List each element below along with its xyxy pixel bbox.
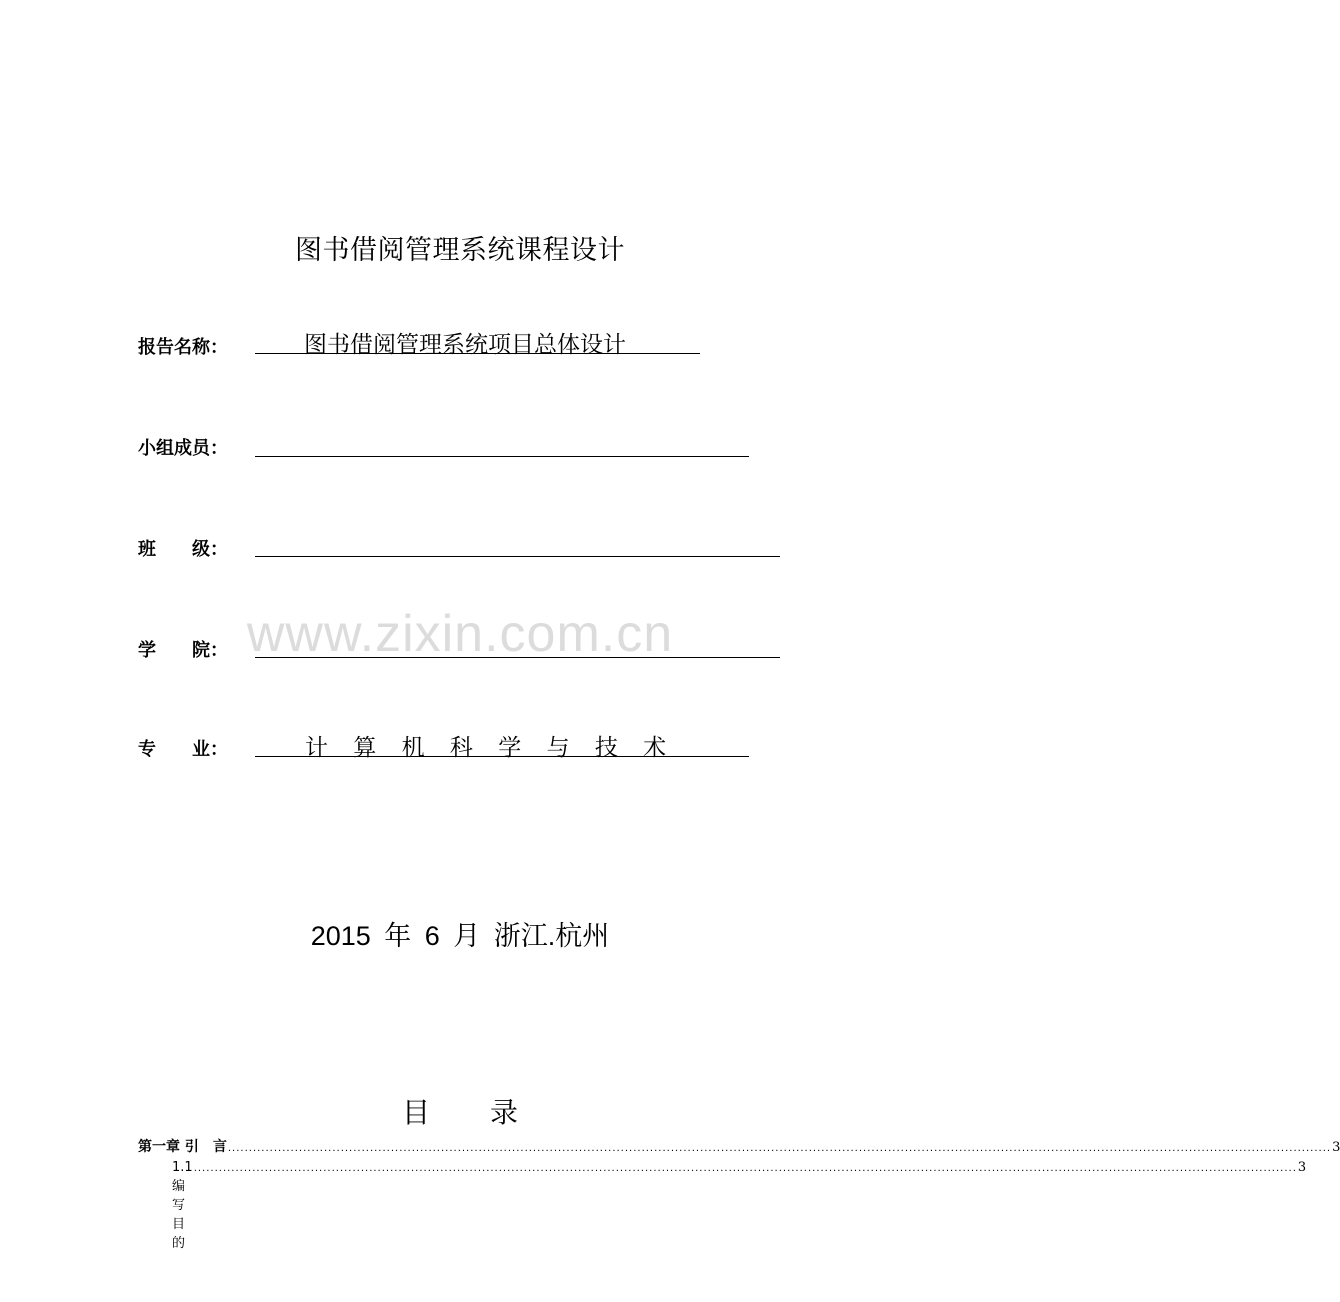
cover-title: 图书借阅管理系统课程设计 xyxy=(295,235,625,266)
toc-entry-text: 第一章 引 言 xyxy=(138,1139,227,1155)
toc-entry-page: 3 xyxy=(1297,1160,1307,1175)
major-value: 计 算 机 科 学 与 技 术 xyxy=(305,735,667,761)
toc-entry-text: 1.1 编写目的 xyxy=(172,1160,193,1251)
toc-entry-page: 3 xyxy=(1332,1140,1340,1155)
report-name-label: 报告名称： xyxy=(138,337,228,358)
team-members-label: 小组成员： xyxy=(138,438,228,459)
toc-leader-dots: ........................................................................................................................................................................................................................................................................ xyxy=(193,1163,1297,1174)
college-label: 学 院： xyxy=(138,640,228,661)
class-label: 班 级： xyxy=(138,539,228,560)
toc-entry[interactable] xyxy=(138,1136,1340,1156)
watermark: www.zixin.com.cn xyxy=(246,605,674,663)
date-place: 2015 年 6 月 浙江.杭州 xyxy=(310,921,610,951)
college-line xyxy=(255,631,780,658)
toc-title: 目录 xyxy=(401,1096,578,1129)
toc-leader-dots: ........................................................................................................................................................................................................................................................................ xyxy=(227,1143,1332,1154)
toc-entry[interactable] xyxy=(172,1160,1307,1251)
team-members-line xyxy=(255,430,749,457)
major-label: 专 业： xyxy=(138,739,228,760)
report-name-value: 图书借阅管理系统项目总体设计 xyxy=(304,332,626,358)
class-line xyxy=(255,530,780,557)
